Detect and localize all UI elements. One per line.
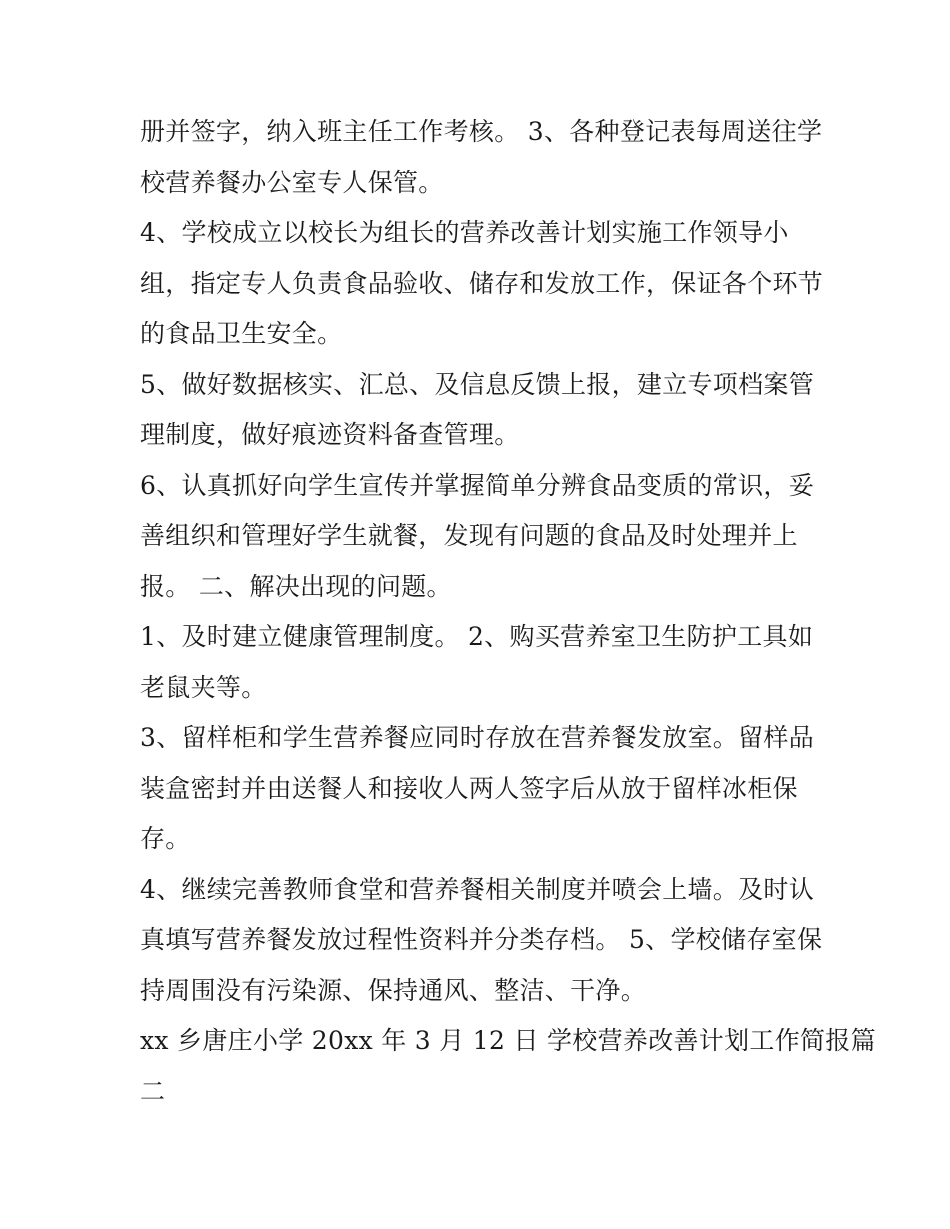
- text-line: 6、认真抓好向学生宣传并掌握简单分辨食品变质的常识，妥: [140, 470, 815, 500]
- text-line: 报。 二、解决出现的问题。: [140, 571, 452, 601]
- text-line: 校营养餐办公室专人保管。: [140, 167, 444, 197]
- text-line: 持周围没有污染源、保持通风、整洁、干净。: [140, 975, 647, 1005]
- text-line: xx 乡唐庄小学 20xx 年 3 月 12 日 学校营养改善计划工作简报篇: [140, 1026, 876, 1055]
- text-line: 1、及时建立健康管理制度。 2、购买营养室卫生防护工具如: [140, 622, 814, 651]
- text-line: 老鼠夹等。: [140, 672, 267, 702]
- document-body: [140, 107, 876, 1117]
- text-line: 4、继续完善教师食堂和营养餐相关制度并喷会上墙。及时认: [140, 874, 815, 904]
- text-line: 3、留样柜和学生营养餐应同时存放在营养餐发放室。留样品: [140, 723, 815, 752]
- text-line: 真填写营养餐发放过程性资料并分类存档。 5、学校储存室保: [140, 925, 823, 954]
- text-line: 存。: [140, 824, 191, 853]
- text-line: 二: [140, 1076, 166, 1106]
- text-line: 组，指定专人负责食品验收、储存和发放工作，保证各个环节: [140, 268, 824, 298]
- text-line: 册并签字，纳入班主任工作考核。 3、各种登记表每周送往学: [140, 117, 823, 146]
- text-line: 装盒密封并由送餐人和接收人两人签字后从放于留样冰柜保: [140, 773, 798, 803]
- text-line: 4、学校成立以校长为组长的营养改善计划实施工作领导小: [140, 218, 789, 247]
- text-line: 的食品卫生安全。: [140, 319, 343, 348]
- text-line: 善组织和管理好学生就餐，发现有问题的食品及时处理并上: [140, 521, 798, 550]
- text-line: 5、做好数据核实、汇总、及信息反馈上报，建立专项档案管: [140, 369, 815, 399]
- text-line: 理制度，做好痕迹资料备查管理。: [140, 420, 520, 449]
